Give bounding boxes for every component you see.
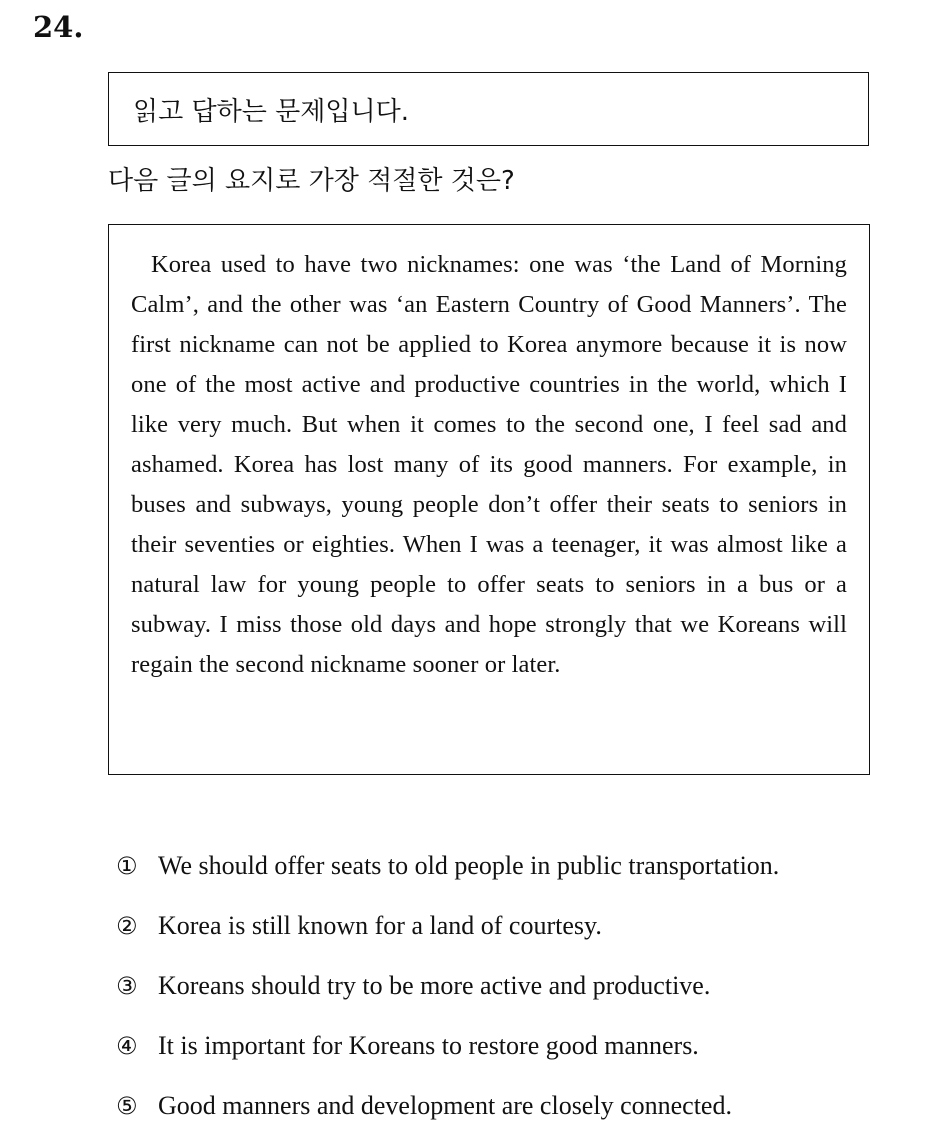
answer-choice-3[interactable]	[116, 956, 779, 1016]
choice-number: ①	[116, 852, 138, 880]
instruction-box	[108, 72, 869, 146]
answer-choice-1[interactable]	[116, 836, 779, 896]
question-prompt: 다음 글의 요지로 가장 적절한 것은?	[108, 166, 515, 196]
passage-box	[108, 224, 870, 775]
question-number: 24.	[33, 10, 84, 44]
instruction-text: 읽고 답하는 문제입니다.	[133, 96, 409, 127]
answer-choice-2[interactable]	[116, 896, 779, 956]
answer-choices	[116, 836, 779, 1136]
choice-text: Koreans should try to be more active and productive.	[158, 971, 711, 1000]
choice-number: ②	[116, 912, 138, 940]
choice-text: We should offer seats to old people in public transportation.	[158, 851, 780, 880]
choice-text: Korea is still known for a land of courtesy.	[158, 911, 602, 940]
choice-number: ③	[116, 972, 138, 1000]
choice-text: It is important for Koreans to restore good manners.	[158, 1031, 699, 1060]
choice-number: ④	[116, 1032, 138, 1060]
answer-choice-5[interactable]	[116, 1076, 779, 1136]
passage-text: Korea used to have two nicknames: one was ‘the Land of Morning Calm’, and the other was ‘an Eastern Country of Good Manners’. The first nickname can not be applied to Korea anymore because it is now one of the most active and productive countries in the world, which I like very much. But when it comes to the second one, I feel sad and ashamed. Korea has lost many of its good manners. For example, in buses and subways, young people don’t offer their seats to seniors in their seventies or eighties. When I was a teenager, it was almost like a natural law for young people to offer seats to seniors in a bus or a subway. I miss those old days and hope strongly that we Koreans will regain the second nickname sooner or later.	[131, 251, 847, 678]
choice-number: ⑤	[116, 1092, 138, 1120]
choice-text: Good manners and development are closely connected.	[158, 1091, 732, 1120]
answer-choice-4[interactable]	[116, 1016, 779, 1076]
